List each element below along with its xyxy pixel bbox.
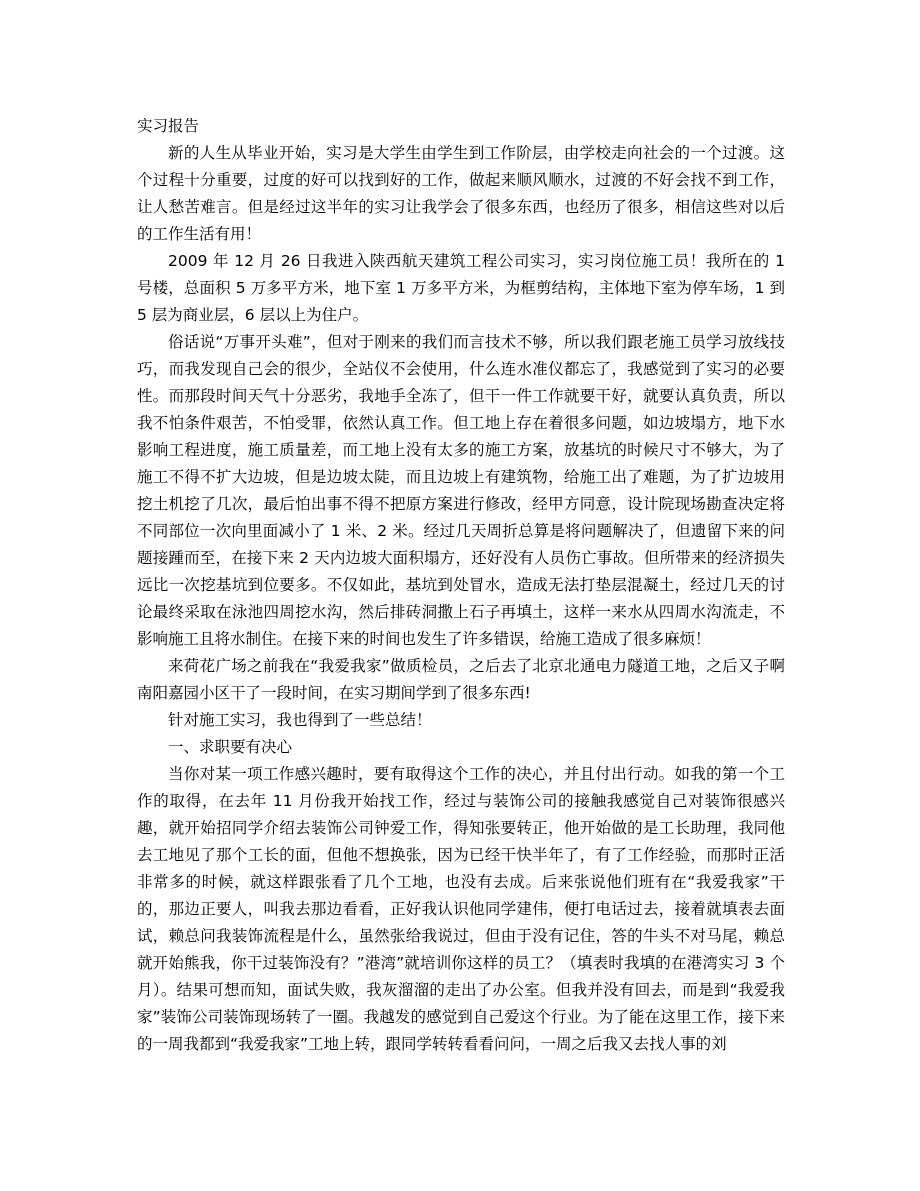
construction-problems-paragraph: 俗话说“万事开头难”，但对于刚来的我们而言技术不够，所以我们跟老施工员学习放线技巧，而我发现自己会的很少，全站仪不会使用，什么连水准仪都忘了，我感觉到了实习的必要性。而那段时间天气十分恶劣，我地手全冻了，但干一件工作就要干好，就要认真负责，所以我不怕条件艰苦，不怕受罪，依然认真工作。但工地上存在着很多问题，如边坡塌方，地下水影响工程进度，施工质量差，而工地上没有太多的施工方案，放基坑的时候尺寸不够大，为了施工不得不扩大边坡，但是边坡太陡，而且边坡上有建筑物，给施工出了难题，为了扩边坡用挖土机挖了几次，最后怕出事不得不把原方案进行修改，经甲方同意，设计院现场勘查决定将不同部位一次向里面减小了 1 米、2 米。经过几天周折总算是将问题解决了，但遗留下来的问题接踵而至，在接下来 2 天内边坡大面积塌方，还好没有人员伤亡事故。但所带来的经济损失远比一次挖基坑到位要多。不仅如此，基坑到处冒水，造成无法打垫层混凝土，经过几天的讨论最终采取在泳池四周挖水沟，然后排砖洞撒上石子再填土，这样一来水从四周水沟流走，不影响施工且将水制住。在接下来的时间也发生了许多错误，给施工造成了很多麻烦！ (137, 333, 785, 648)
job-determination-paragraph: 当你对某一项工作感兴趣时，要有取得这个工作的决心，并且付出行动。如我的第一个工作的取得，在去年 11 月份我开始找工作，经过与装饰公司的接触我感觉自己对装饰很感兴趣，就开始招同学介绍去装饰公司钟爱工作，得知张要转正，他开始做的是工长助理，我同他去工地见了那个工长的面，但他不想换张，因为已经干快半年了，有了工作经验，而那时正活非常多的时候，就这样跟张看了几个工地，也没有去成。后来张说他们班有在“我爱我家”干的，那边正要人，叫我去那边看看，正好我认识他同学建伟，便打电话过去，接着就填表去面试，赖总问我装饰流程是什么，虽然张给我说过，但由于没有记住，答的牛头不对马尾，赖总就开始熊我，你干过装饰没有？”港湾”就培训你这样的员工？（填表时我填的在港湾实习 3 个月）。结果可想而知，面试失败，我灰溜溜的走出了办公室。但我并没有回去，而是到“我爱我家”装饰公司装饰现场转了一圈。我越发的感觉到自己爱这个行业。为了能在这里工作，接下来的一周我都到“我爱我家”工地上转，跟同学转转看看问问，一周之后我又去找人事的刘 (137, 765, 785, 1053)
internship-start-paragraph: 2009 年 12 月 26 日我进入陕西航天建筑工程公司实习，实习岗位施工员！我所在的 1 号楼，总面积 5 万多平方米，地下室 1 万多平方米，为框剪结构，主体地下室为停车场，1 到 5 层为商业层，6 层以上为住户。 (137, 252, 785, 324)
intro-paragraph: 新的人生从毕业开始，实习是大学生由学生到工作阶层，由学校走向社会的一个过渡。这个过程十分重要，过度的好可以找到好的工作，做起来顺风顺水，过渡的不好会找不到工作，让人愁苦难言。但是经过这半年的实习让我学会了很多东西，也经历了很多，相信这些对以后的工作生活有用！ (137, 144, 785, 243)
document-body (137, 113, 785, 1058)
summary-intro-paragraph: 针对施工实习，我也得到了一些总结！ (168, 711, 432, 729)
prior-experience-paragraph: 来荷花广场之前我在“我爱我家”做质检员，之后去了北京北通电力隧道工地，之后又子啊南阳嘉园小区干了一段时间，在实习期间学到了很多东西! (137, 657, 785, 702)
report-title: 实习报告 (137, 117, 200, 135)
section-heading: 一、求职要有决心 (168, 738, 293, 756)
